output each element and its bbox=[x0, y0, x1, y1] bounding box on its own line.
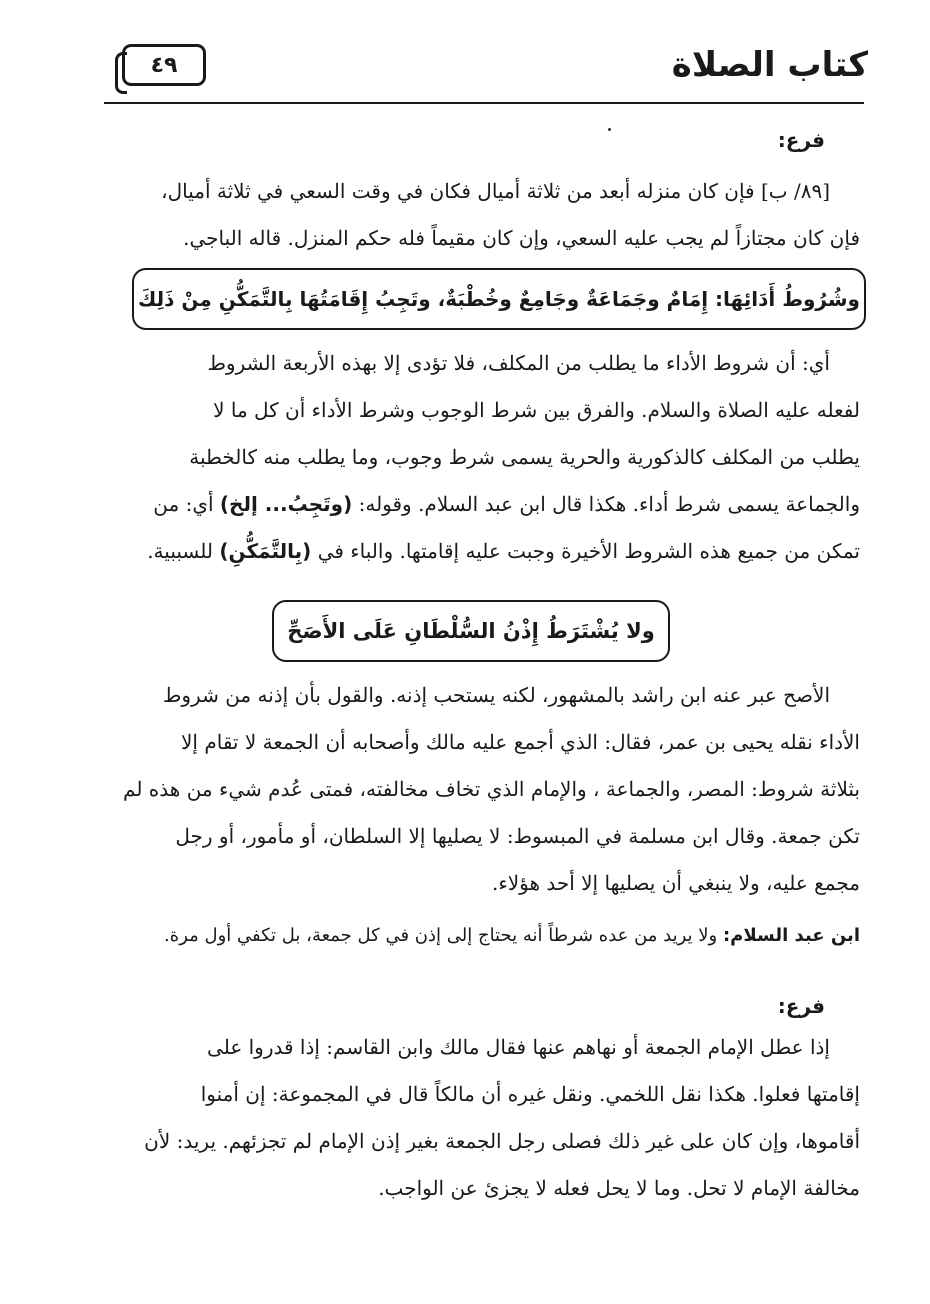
speaker-label: ابن عبد السلام: bbox=[722, 925, 860, 946]
ibn-abd-salam-text: ولا يريد من عده شرطاً أنه يحتاج إلى إذن في كل جمعة، بل تكفي أول مرة. bbox=[164, 925, 718, 946]
section-heading-far2: فرع: bbox=[777, 994, 825, 1018]
commentary1-line-5 bbox=[90, 528, 860, 575]
section2-line-1: إذا عطل الإمام الجمعة أو نهاهم عنها فقال مالك وابن القاسم: إذا قدروا على bbox=[207, 1035, 830, 1059]
commentary2-paragraph bbox=[90, 672, 860, 907]
commentary1-paragraph bbox=[90, 340, 860, 575]
quote-wa-tajib: (وتَجِبُ... إلخ) bbox=[219, 492, 353, 516]
page-number: ٤٩ bbox=[122, 44, 206, 86]
commentary1-line-4-tail: أي: من bbox=[153, 492, 214, 516]
ibn-abd-salam-note bbox=[60, 914, 860, 958]
commentary1-line-5-text: تمكن من جميع هذه الشروط الأخيرة وجبت عليه إقامتها. والباء في bbox=[317, 539, 860, 563]
commentary1-line-4-text: والجماعة يسمى شرط أداء. هكذا قال ابن عبد السلام. وقوله: bbox=[358, 492, 860, 516]
commentary2-line-2: الأداء نقله يحيى بن عمر، فقال: الذي أجمع عليه مالك وأصحابه أن الجمعة لا تقام إلا bbox=[181, 730, 860, 754]
section1-line-2: فإن كان مجتازاً لم يجب عليه السعي، وإن كان مقيماً فله حكم المنزل. قاله الباجي. bbox=[183, 226, 860, 250]
section2-line-3: أقاموها، وإن كان على غير ذلك فصلى رجل الجمعة بغير إذن الإمام لم تجزئهم. يريد: لأن bbox=[144, 1129, 860, 1153]
section2-line-4: مخالفة الإمام لا تحل. وما لا يحل فعله لا يجزئ عن الواجب. bbox=[378, 1176, 860, 1200]
matn-text-conditions: وشُرُوطُ أَدَائِهَا: إِمَامٌ وجَمَاعَةٌ وجَامِعٌ وخُطْبَةٌ، وتَجِبُ إِقَامَتُهَا بِالتَّمَكُّنِ مِنْ ذَلِكَ bbox=[138, 287, 860, 311]
commentary2-line-4: تكن جمعة. وقال ابن مسلمة في المبسوط: لا يصليها إلا السلطان، أو مأمور، أو رجل bbox=[175, 824, 860, 848]
quote-bit-tamakkun: (بِالتَّمَكُّنِ) bbox=[219, 539, 312, 563]
section1-paragraph bbox=[90, 168, 860, 262]
header-rule bbox=[104, 102, 864, 104]
section1-line-1: [٨٩/ ب] فإن كان منزله أبعد من ثلاثة أميال فكان في وقت السعي في ثلاثة أميال، bbox=[161, 179, 830, 203]
commentary1-line-3: يطلب من المكلف كالذكورية والحرية يسمى شرط وجوب، وما يطلب منه كالخطبة bbox=[189, 445, 860, 469]
commentary1-line-1: أي: أن شروط الأداء ما يطلب من المكلف، فلا تؤدى إلا بهذه الأربعة الشروط bbox=[207, 351, 830, 375]
matn-box-sultan bbox=[272, 600, 670, 662]
stray-dot bbox=[608, 128, 611, 131]
section2-line-2: إقامتها فعلوا. هكذا نقل اللخمي. ونقل غيره أن مالكاً قال في المجموعة: إن أمنوا bbox=[200, 1082, 860, 1106]
commentary2-line-3: بثلاثة شروط: المصر، والجماعة ، والإمام الذي تخاف مخالفته، فمتى عُدم شيء من هذه لم bbox=[123, 777, 860, 801]
section2-paragraph bbox=[90, 1024, 860, 1212]
running-title: كتاب الصلاة bbox=[671, 45, 868, 85]
commentary1-line-2: لفعله عليه الصلاة والسلام. والفرق بين شرط الوجوب وشرط الأداء أن كل ما لا bbox=[213, 398, 860, 422]
commentary1-line-4 bbox=[90, 481, 860, 528]
commentary2-line-5: مجمع عليه، ولا ينبغي أن يصليها إلا أحد هؤلاء. bbox=[491, 871, 860, 895]
matn-box-conditions bbox=[132, 268, 866, 330]
matn-text-sultan: ولا يُشْتَرَطُ إِذْنُ السُّلْطَانِ عَلَى الأَصَحِّ bbox=[287, 619, 655, 643]
section-heading-far1: فرع: bbox=[777, 128, 825, 152]
commentary1-line-5-tail: للسببية. bbox=[147, 539, 213, 563]
commentary2-line-1: الأصح عبر عنه ابن راشد بالمشهور، لكنه يستحب إذنه. والقول بأن إذنه من شروط bbox=[162, 683, 830, 707]
